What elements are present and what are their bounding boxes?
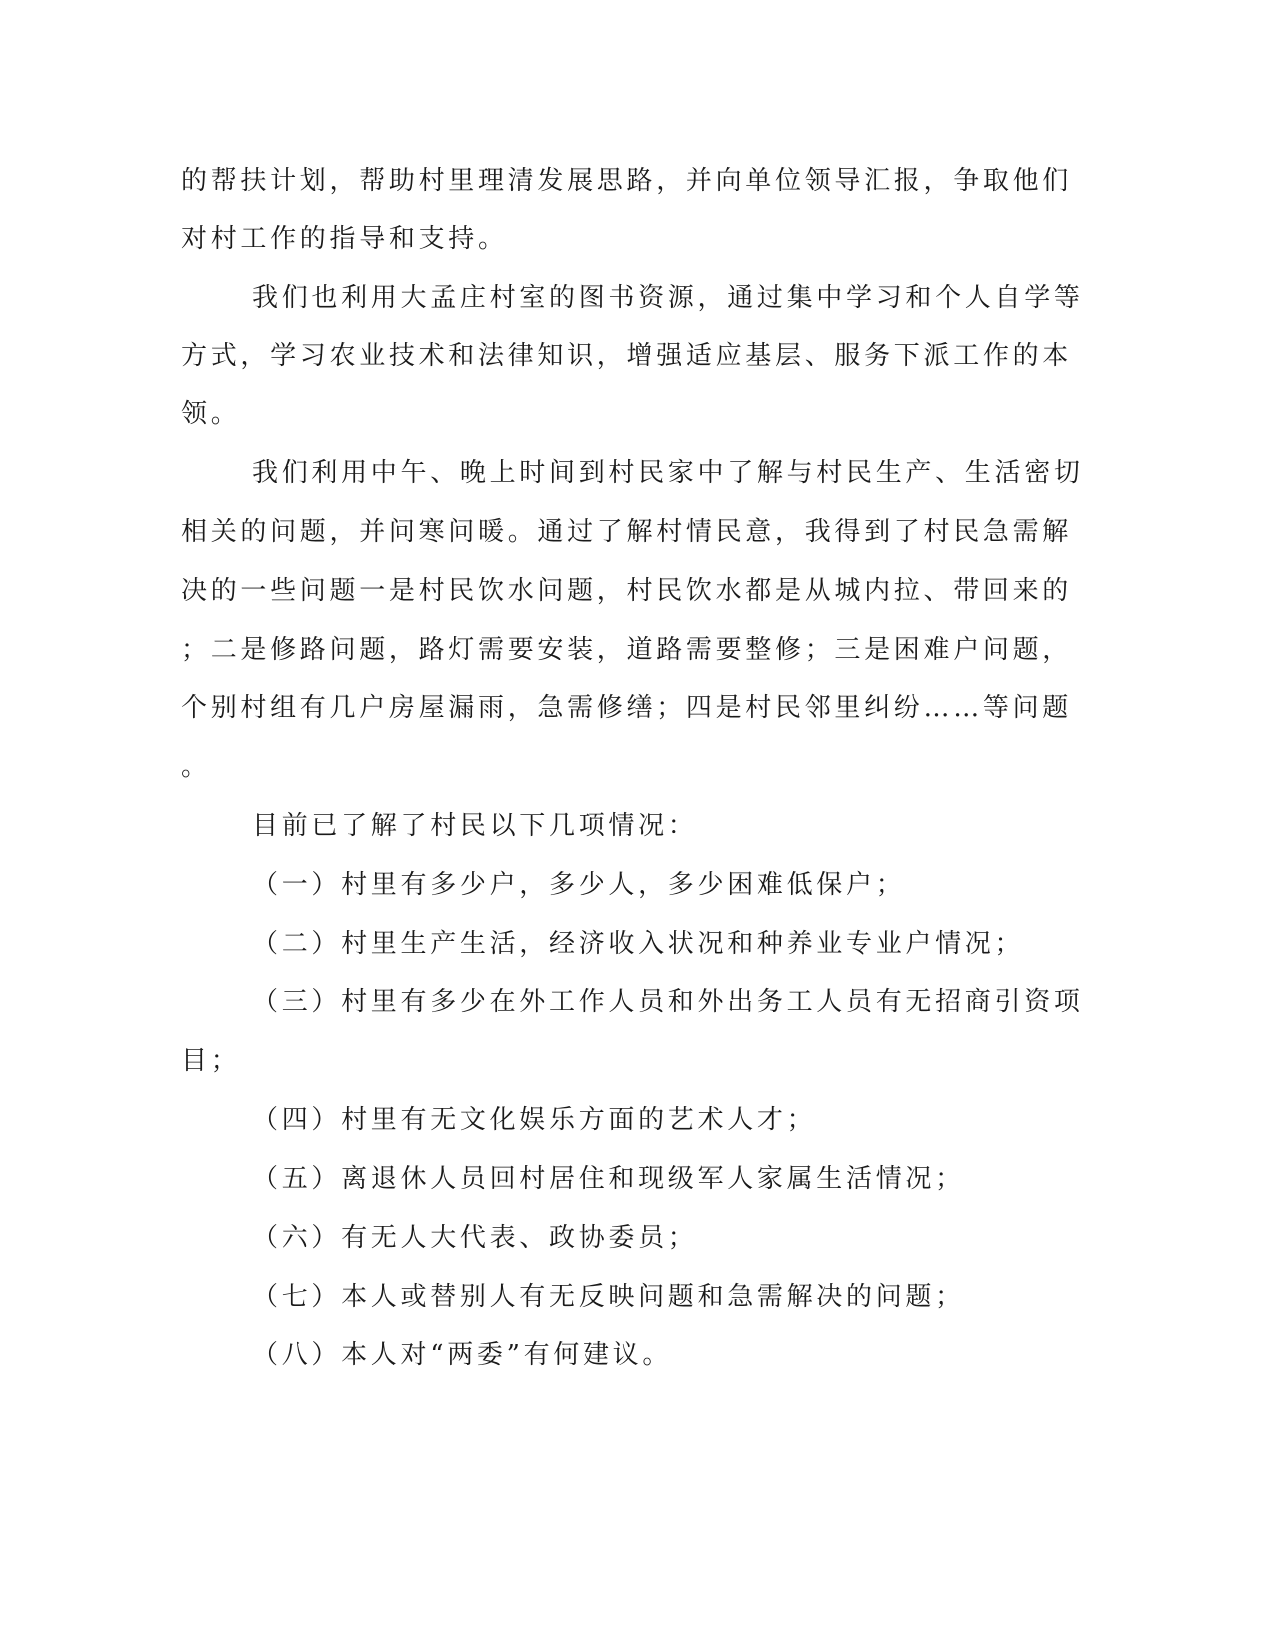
list-item: （五）离退休人员回村居住和现级军人家属生活情况； [252,1164,965,1194]
text-line: 个别村组有几户房屋漏雨，急需修缮；四是村民邻里纠纷……等问题 [181,693,1073,723]
text-line: 对村工作的指导和支持。 [181,224,508,254]
paragraph-start-line: 目前已了解了村民以下几项情况： [252,811,698,841]
text-line: ；二是修路问题，路灯需要安装，道路需要整修；三是困难户问题， [181,635,1073,665]
text-line: 领。 [181,399,241,429]
text-line: 决的一些问题一是村民饮水问题，村民饮水都是从城内拉、带回来的 [181,576,1073,606]
paragraph-start-line: 我们也利用大孟庄村室的图书资源，通过集中学习和个人自学等 [252,283,1084,313]
list-item: （七）本人或替别人有无反映问题和急需解决的问题； [252,1282,965,1312]
list-item: （六）有无人大代表、政协委员； [252,1223,698,1253]
text-line: 目； [181,1046,241,1076]
text-line: 相关的问题，并问寒问暖。通过了解村情民意，我得到了村民急需解 [181,517,1073,547]
list-item: （二）村里生产生活，经济收入状况和种养业专业户情况； [252,929,1025,959]
list-item: （一）村里有多少户，多少人，多少困难低保户； [252,870,906,900]
list-item: （三）村里有多少在外工作人员和外出务工人员有无招商引资项 [252,987,1084,1017]
text-line: 。 [181,752,211,782]
list-item: （四）村里有无文化娱乐方面的艺术人才； [252,1105,817,1135]
text-line: 方式，学习农业技术和法律知识，增强适应基层、服务下派工作的本 [181,341,1073,371]
paragraph-start-line: 我们利用中午、晚上时间到村民家中了解与村民生产、生活密切 [252,458,1084,488]
text-line: 的帮扶计划，帮助村里理清发展思路，并向单位领导汇报，争取他们 [181,166,1073,196]
list-item: （八）本人对“两委”有何建议。 [252,1340,673,1370]
